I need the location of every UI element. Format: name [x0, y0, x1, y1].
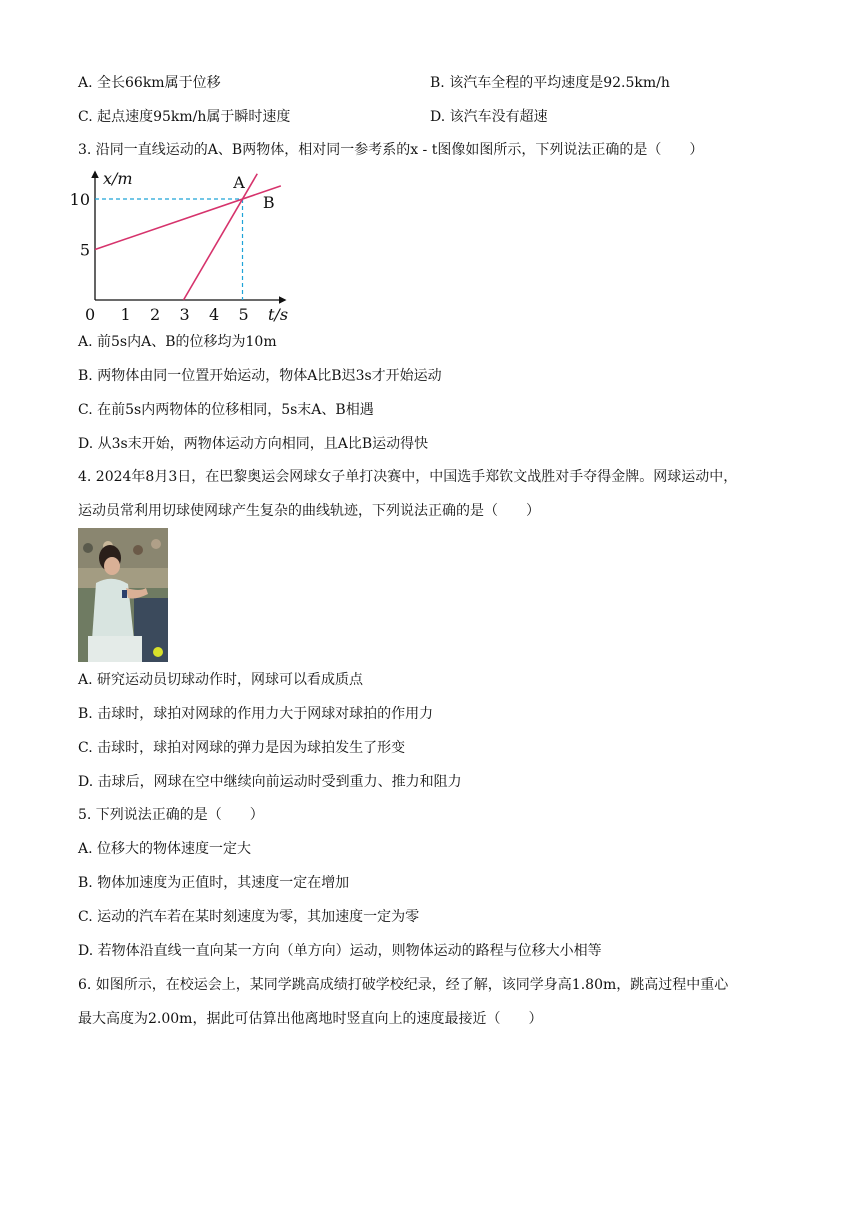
q5-option-b: B. 物体加速度为正值时，其速度一定在增加 — [78, 875, 350, 891]
x-tick-label: 1 — [120, 305, 131, 324]
q6-stem-line1: 6. 如图所示，在校运会上，某同学跳高成绩打破学校纪录，经了解，该同学身高1.80m，跳高过程中重心 — [78, 977, 729, 993]
q2-option-c: C. 起点速度95km/h属于瞬时速度 — [78, 109, 291, 125]
q4-option-a: A. 研究运动员切球动作时，网球可以看成质点 — [78, 672, 364, 688]
q5-stem: 5. 下列说法正确的是（ ） — [78, 807, 264, 823]
q4-option-d: D. 击球后，网球在空中继续向前运动时受到重力、推力和阻力 — [78, 774, 462, 790]
y-tick-label: 10 — [69, 190, 90, 209]
series-line-a — [184, 174, 258, 300]
q3-option-c: C. 在前5s内两物体的位移相同，5s末A、B相遇 — [78, 402, 374, 418]
q5-option-d: D. 若物体沿直线一直向某一方向（单方向）运动，则物体运动的路程与位移大小相等 — [78, 943, 602, 959]
q5-option-a: A. 位移大的物体速度一定大 — [78, 841, 252, 857]
q2-option-b: B. 该汽车全程的平均速度是92.5km/h — [430, 75, 670, 91]
q4-stem-line1: 4. 2024年8月3日，在巴黎奥运会网球女子单打决赛中，中国选手郑钦文战胜对手夺得金牌。网球运动中， — [78, 469, 738, 485]
q2-option-d: D. 该汽车没有超速 — [430, 109, 548, 125]
q3-option-a: A. 前5s内A、B的位移均为10m — [78, 334, 277, 350]
q4-option-c: C. 击球时，球拍对网球的弹力是因为球拍发生了形变 — [78, 740, 406, 756]
xt-graph — [69, 168, 300, 330]
y-tick-label: 5 — [79, 240, 90, 260]
q6-stem-line2: 最大高度为2.00m，据此可估算出他离地时竖直向上的速度最接近（ ） — [78, 1011, 543, 1027]
q4-stem-line2: 运动员常利用切球使网球产生复杂的曲线轨迹，下列说法正确的是（ ） — [78, 503, 540, 519]
x-tick-label: 2 — [150, 305, 161, 324]
tennis-player-photo — [78, 528, 168, 662]
y-axis-label: x/m — [103, 169, 133, 188]
q3-stem: 3. 沿同一直线运动的A、B两物体，相对同一参考系的x - t图像如图所示，下列说法正确的是（ ） — [78, 142, 704, 158]
q4-option-b: B. 击球时，球拍对网球的作用力大于网球对球拍的作用力 — [78, 706, 434, 722]
x-tick-label: 4 — [209, 305, 220, 324]
series-line-b — [95, 186, 281, 250]
q2-option-a: A. 全长66km属于位移 — [78, 75, 221, 91]
x-axis-label: t/s — [268, 305, 289, 324]
x-tick-label: 5 — [238, 305, 249, 324]
q3-option-d: D. 从3s末开始，两物体运动方向相同，且A比B运动得快 — [78, 436, 429, 452]
x-tick-label: 0 — [85, 305, 96, 324]
x-tick-label: 3 — [179, 305, 190, 324]
q5-option-c: C. 运动的汽车若在某时刻速度为零，其加速度一定为零 — [78, 909, 420, 925]
series-label-a: A — [233, 172, 245, 192]
series-label-b: B — [262, 192, 275, 212]
q3-option-b: B. 两物体由同一位置开始运动，物体A比B迟3s才开始运动 — [78, 368, 442, 384]
